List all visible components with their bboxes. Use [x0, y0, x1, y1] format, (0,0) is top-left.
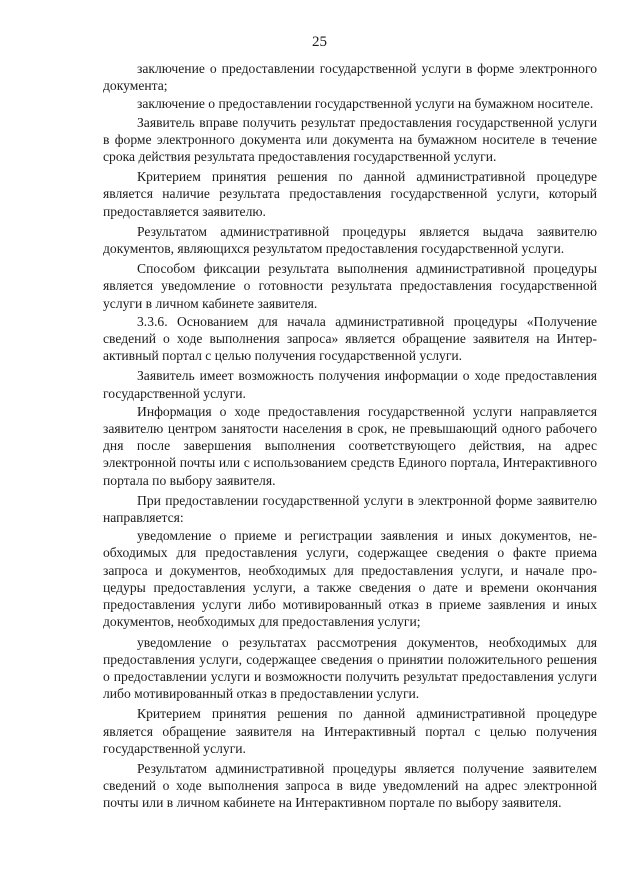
paragraph-fixation-method: Способом фиксации результата выполнения административной процедуры является уведомление о готовности результата предоставления государственной услуги в личном кабинете заявителя.	[103, 261, 597, 311]
paragraph-info-possibility: Заявитель имеет возможность получения информации о ходе предоставления государственной услуги.	[103, 368, 597, 401]
paragraph-electronic-form-intro: При предоставлении государственной услуги в электронной форме заявителю направляется:	[103, 492, 597, 526]
paragraph-result-paper: заключение о предоставлении государственной услуги на бумажном носителе.	[137, 96, 594, 112]
paragraph-procedure-result-2: Результатом административной процедуры является получение заявителем сведений о ходе выполнения запроса в виде уведомлений на адрес электронной почты или в личном кабинете на Интерактивном портале по выбору заявителя.	[103, 760, 597, 811]
paragraph-info-delivery: Информация о ходе предоставления государственной услуги направляется заявителю центром занятости населения в срок, не превышающий одного рабочего дня после завершения выполнения соответствующего действия, на адрес электронной почты или с использованием средств Единого портала, Интерактивного портала по выбору заявителя.	[103, 403, 597, 488]
document-body	[103, 60, 597, 812]
paragraph-applicant-right: Заявитель вправе получить результат предоставления государственной услуги в форме электронного документа или документа на бумажном носителе в течение срока действия результата предоставления государственной услуги.	[103, 114, 597, 165]
paragraph-procedure-result: Результатом административной процедуры является выдача заявителю документов, являющихся результатом предоставления государственной услуги.	[103, 223, 597, 257]
page-number: 25	[312, 34, 327, 50]
paragraph-section-3-3-6: 3.3.6. Основанием для начала административной процедуры «Получение сведений о ходе выполнения запроса» является обращение заявителя на Интерактивный портал с целью получения государственной услуги.	[103, 313, 597, 364]
paragraph-notification-results: уведомление о результатах рассмотрения документов, необходимых для предоставления услуги, содержащее сведения о принятии положительного решения о предоставлении услуги и возможности получить результат предоставления услуги либо мотивированный отказ в предоставлении услуги.	[103, 634, 597, 702]
paragraph-decision-criterion: Критерием принятия решения по данной административной процедуре является наличие результата предоставления государственной услуги, который предоставляется заявителю.	[103, 169, 597, 219]
paragraph-decision-criterion-2: Критерием принятия решения по данной административной процедуре является обращение заявителя на Интерактивный портал с целью получения государственной услуги.	[103, 706, 597, 756]
paragraph-notification-receipt: уведомление о приеме и регистрации заявления и иных документов, необходимых для предоставления услуги, содержащее сведения о факте приема запроса и документов, необходимых для предоставления услуги, и начале процедуры предоставления услуги, а также сведения о дате и времени окончания предоставления услуги либо мотивированный отказ в приеме заявления и иных документов, необходимых для предоставления услуги;	[103, 528, 597, 630]
paragraph-result-electronic: заключение о предоставлении государственной услуги в форме электронного документа;	[103, 61, 597, 94]
